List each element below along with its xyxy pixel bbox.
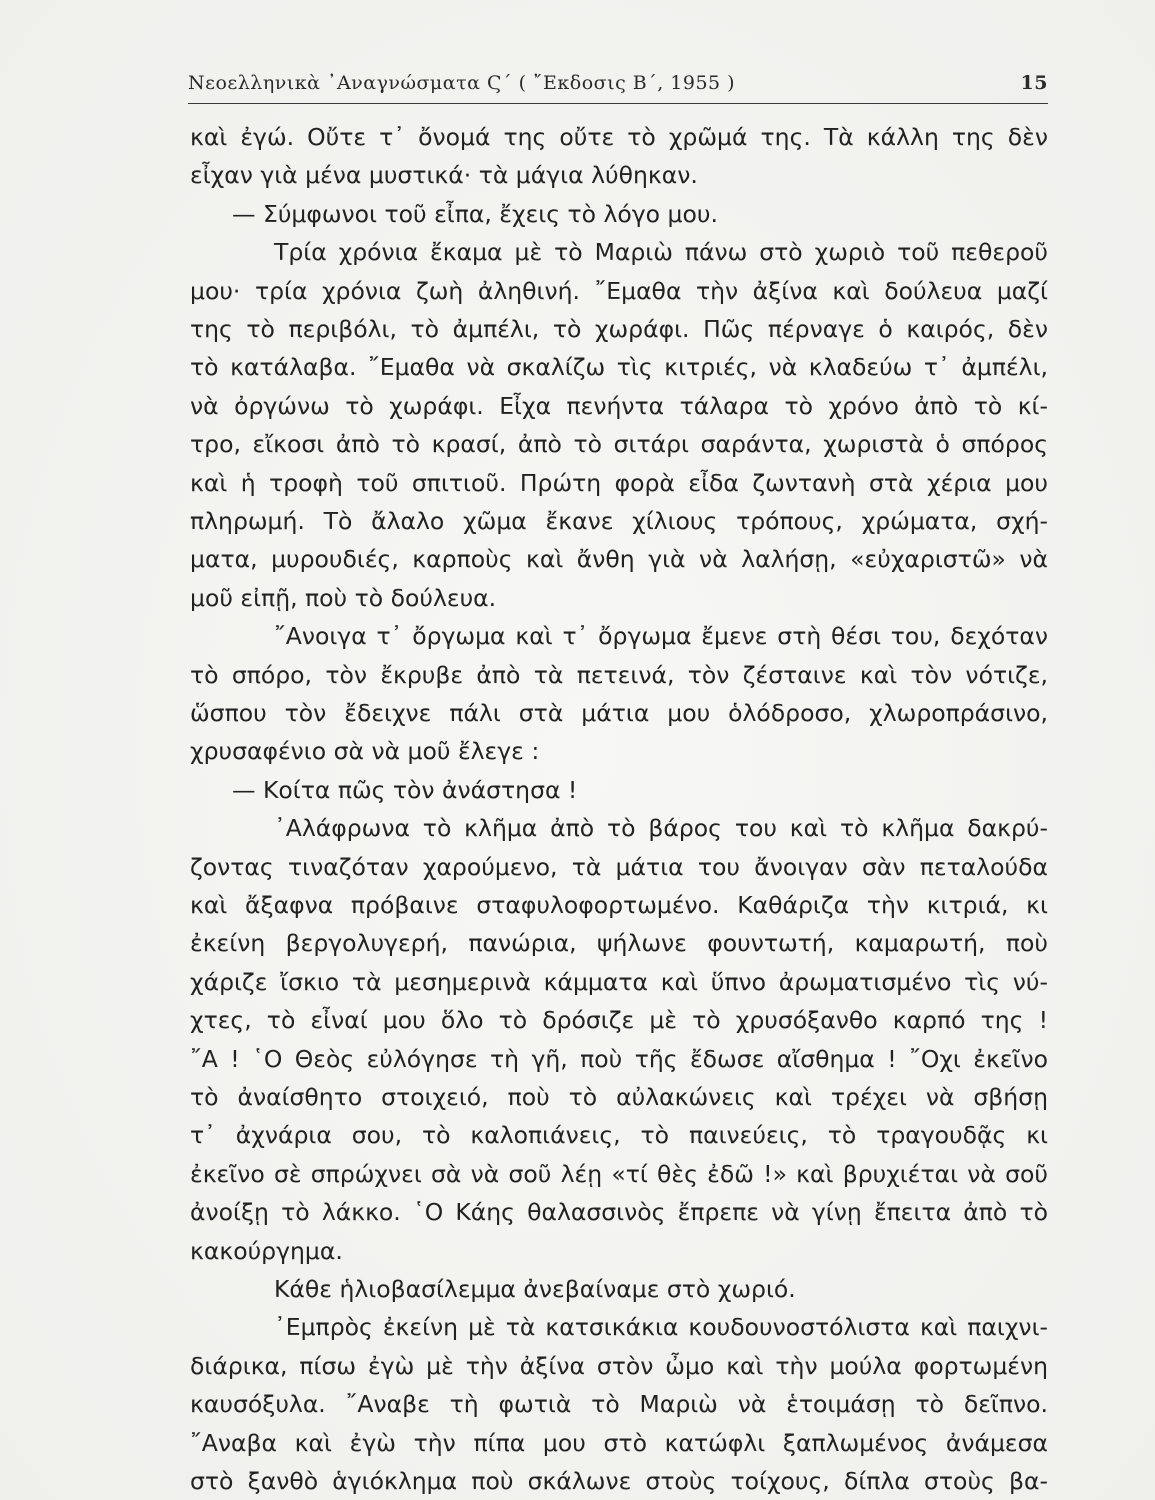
- text-line: Τρία χρόνια ἔκαμα μὲ τὸ Μαριὼ πάνω στὸ χωριὸ τοῦ πεθεροῦ: [274, 238, 1048, 267]
- text-line: καυσόξυλα. ῎Αναβε τὴ φωτιὰ τὸ Μαριὼ νὰ ἑτοιμάσῃ τὸ δεῖπνο.: [190, 1390, 1048, 1419]
- text-line: τ᾽ ἀχνάρια σου, τὸ καλοπιάνεις, τὸ παινεύεις, τὸ τραγουδᾷς κι: [190, 1121, 1048, 1150]
- text-line: μου· τρία χρόνια ζωὴ ἀληθινή. ῎Εμαθα τὴν ἀξίνα καὶ δούλευα μαζί: [190, 276, 1048, 305]
- text-line: καὶ ἐγώ. Οὔτε τ᾽ ὄνομά της οὔτε τὸ χρῶμά της. Τὰ κάλλη της δὲν: [190, 123, 1048, 151]
- text-line: ῎Α ! ῾Ο Θεὸς εὐλόγησε τὴ γῆ, ποὺ τῆς ἔδωσε αἴσθημα ! ῎Οχι ἐκεῖνο: [190, 1044, 1048, 1073]
- page-number: 15: [1020, 72, 1048, 94]
- text-line: πληρωμή. Τὸ ἄλαλο χῶμα ἔκανε χίλιους τρόπους, χρώματα, σχή-: [190, 507, 1048, 535]
- text-line: χάριζε ἴσκιο τὰ μεσημερινὰ κάμματα καὶ ὕπνο ἀρωματισμένο τὶς νύ-: [190, 967, 1048, 996]
- text-line: ζοντας τιναζόταν χαρούμενο, τὰ μάτια του ἄνοιγαν σὰν πεταλούδα: [190, 852, 1048, 881]
- text-line: κακούργημα.: [190, 1236, 343, 1265]
- text-line: ὥσπου τὸν ἔδειχνε πάλι στὰ μάτια μου ὁλόδροσο, χλωροπράσινο,: [190, 699, 1048, 727]
- text-line: τὸ ἀναίσθητο στοιχειό, ποὺ τὸ αὐλακώνεις καὶ τρέχει νὰ σβήσῃ: [190, 1083, 1048, 1111]
- text-line: τὸ σπόρο, τὸν ἔκρυβε ἀπὸ τὰ πετεινά, τὸν ζέσταινε καὶ τὸν νότιζε,: [190, 660, 1048, 689]
- text-line: τὸ κατάλαβα. ῎Εμαθα νὰ σκαλίζω τὶς κιτριές, νὰ κλαδεύω τ᾽ ἀμπέλι,: [190, 353, 1048, 382]
- page-header: [188, 70, 1048, 100]
- text-line: τρο, εἴκοσι ἀπὸ τὸ κρασί, ἀπὸ τὸ σιτάρι σαράντα, χωριστὰ ὁ σπόρος: [190, 430, 1048, 459]
- text-line: εἶχαν γιὰ μένα μυστικά· τὰ μάγια λύθηκαν.: [190, 161, 698, 190]
- text-line: στὸ ξανθὸ ἁγιόκλημα ποὺ σκάλωνε στοὺς τοίχους, δίπλα στοὺς βα-: [190, 1467, 1048, 1495]
- text-line: ματα, μυρουδιές, καρποὺς καὶ ἄνθη γιὰ νὰ λαλήσῃ, «εὐχαριστῶ» νὰ: [190, 545, 1048, 574]
- text-line: χτες, τὸ εἶναί μου ὅλο τὸ δρόσιζε μὲ τὸ χρυσόξανθο καρπό της !: [190, 1006, 1048, 1035]
- text-line: ἀνοίξῃ τὸ λάκκο. ῾Ο Κάης θαλασσινὸς ἔπρεπε νὰ γίνῃ ἔπειτα ἀπὸ τὸ: [190, 1198, 1048, 1227]
- text-line: νὰ ὀργώνω τὸ χωράφι. Εἶχα πενήντα τάλαρα τὸ χρόνο ἀπὸ τὸ κί-: [190, 391, 1048, 420]
- text-line: μοῦ εἰπῇ, ποὺ τὸ δούλευα.: [190, 583, 497, 612]
- text-line: της τὸ περιβόλι, τὸ ἀμπέλι, τὸ χωράφι. Πῶς πέρναγε ὁ καιρός, δὲν: [190, 315, 1048, 343]
- text-line: ἐκείνη βεργολυγερή, πανώρια, ψήλωνε φουντωτή, καμαρωτή, ποὺ: [190, 929, 1048, 958]
- text-line: — Σύμφωνοι τοῦ εἶπα, ἔχεις τὸ λόγο μου.: [232, 199, 718, 228]
- text-line: καὶ ἡ τροφὴ τοῦ σπιτιοῦ. Πρώτη φορὰ εἶδα ζωντανὴ στὰ χέρια μου: [190, 468, 1048, 497]
- running-title: Νεοελληνικὰ ᾽Αναγνώσματα Ϛ΄ ( ῎Εκδοσις Β΄, 1955 ): [188, 72, 736, 94]
- text-line: ᾽Αλάφρωνα τὸ κλῆμα ἀπὸ τὸ βάρος του καὶ τὸ κλῆμα δακρύ-: [274, 814, 1048, 843]
- text-line: ῎Ανοιγα τ᾽ ὄργωμα καὶ τ᾽ ὄργωμα ἔμενε στὴ θέσι του, δεχόταν: [274, 622, 1048, 651]
- text-line: χρυσαφένιο σὰ νὰ μοῦ ἔλεγε :: [190, 737, 540, 766]
- text-line: ἐκεῖνο σὲ σπρώχνει σὰ νὰ σοῦ λέῃ «τί θὲς ἐδῶ !» καὶ βρυχιέται νὰ σοῦ: [190, 1159, 1048, 1188]
- text-line: ᾽Εμπρὸς ἐκείνη μὲ τὰ κατσικάκια κουδουνοστόλιστα καὶ παιχνι-: [274, 1313, 1048, 1342]
- text-line: ῎Αναβα καὶ ἐγὼ τὴν πίπα μου στὸ κατώφλι ξαπλωμένος ἀνάμεσα: [190, 1428, 1048, 1457]
- text-line: καὶ ἄξαφνα πρόβαινε σταφυλοφορτωμένο. Καθάριζα τὴν κιτριά, κι: [190, 891, 1048, 919]
- text-line: Κάθε ἡλιοβασίλεμμα ἀνεβαίναμε στὸ χωριό.: [274, 1275, 796, 1303]
- text-line: — Κοίτα πῶς τὸν ἀνάστησα !: [232, 775, 578, 804]
- header-rule: [188, 103, 1048, 104]
- text-line: διάρικα, πίσω ἐγὼ μὲ τὴν ἀξίνα στὸν ὦμο καὶ τὴν μούλα φορτωμένη: [190, 1351, 1048, 1380]
